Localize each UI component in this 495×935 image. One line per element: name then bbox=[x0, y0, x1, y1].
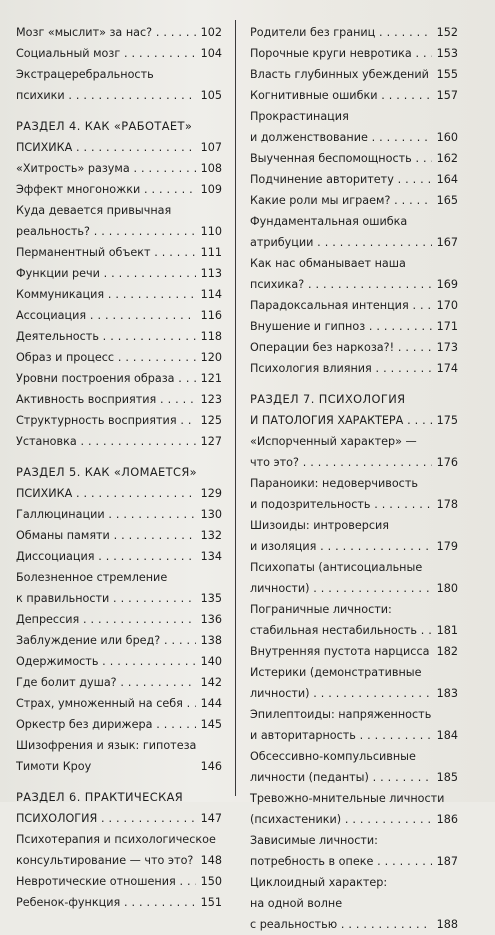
toc-entry-line: Болезненное стремление bbox=[16, 571, 168, 584]
toc-entry-page: 180 bbox=[436, 582, 458, 595]
toc-entry-page: 170 bbox=[436, 299, 458, 312]
toc-entry-page: 146 bbox=[200, 760, 222, 773]
toc-entry[interactable] bbox=[16, 630, 222, 651]
toc-entry-page: 134 bbox=[200, 550, 222, 563]
toc-entry[interactable] bbox=[250, 232, 458, 253]
toc-entry[interactable] bbox=[250, 190, 458, 211]
toc-entry-title: Установка . . . bbox=[16, 431, 196, 452]
toc-entry-line: Пограничные личности: bbox=[250, 603, 392, 616]
toc-entry-page: 130 bbox=[200, 508, 222, 521]
toc-entry-title: Обманы памяти . . . bbox=[16, 525, 196, 546]
toc-entry-page: 113 bbox=[200, 267, 222, 280]
toc-entry-title: Страх, умноженный на себя . . . bbox=[16, 693, 196, 714]
toc-entry[interactable] bbox=[16, 137, 222, 158]
section-gap bbox=[250, 379, 458, 389]
section-heading: РАЗДЕЛ 5. КАК «ЛОМАЕТСЯ» bbox=[16, 465, 198, 479]
toc-entry-line: Тревожно-мнительные личности bbox=[250, 792, 445, 805]
toc-entry-page: 104 bbox=[200, 47, 222, 60]
toc-entry-page: 174 bbox=[436, 362, 458, 375]
toc-entry[interactable] bbox=[16, 410, 222, 431]
toc-entry[interactable] bbox=[250, 316, 458, 337]
toc-entry-line: Циклоидный характер: bbox=[250, 876, 388, 889]
toc-entry-page: 148 bbox=[200, 854, 222, 867]
toc-entry-title: Родители без границ . . . bbox=[250, 22, 432, 43]
toc-entry-page: 183 bbox=[436, 687, 458, 700]
toc-entry[interactable] bbox=[250, 169, 458, 190]
toc-entry-title: Одержимость . . . bbox=[16, 651, 196, 672]
toc-entry-title: что это? . . . bbox=[250, 452, 432, 473]
toc-entry[interactable] bbox=[16, 242, 222, 263]
toc-entry-page: 116 bbox=[200, 309, 222, 322]
toc-entry-line: Шизоиды: интроверсия bbox=[250, 519, 389, 532]
toc-entry-page: 129 bbox=[200, 487, 222, 500]
toc-entry-page: 152 bbox=[436, 26, 458, 39]
toc-entry-line: Психопаты (антисоциальные bbox=[250, 561, 423, 574]
column-divider bbox=[235, 20, 236, 796]
toc-entry-page: 120 bbox=[200, 351, 222, 364]
toc-entry-page: 171 bbox=[436, 320, 458, 333]
toc-entry-page: 123 bbox=[200, 393, 222, 406]
toc-entry-page: 114 bbox=[200, 288, 222, 301]
toc-entry[interactable] bbox=[250, 851, 458, 872]
toc-entry[interactable] bbox=[16, 43, 222, 64]
toc-entry-page: 162 bbox=[436, 152, 458, 165]
toc-entry-page: 167 bbox=[436, 236, 458, 249]
section-heading: РАЗДЕЛ 7. ПСИХОЛОГИЯ bbox=[250, 392, 406, 406]
toc-entry-page: 147 bbox=[200, 812, 222, 825]
toc-entry-title: консультирование — что это? . . . bbox=[16, 850, 196, 871]
toc-entry-title: Подчинение авторитету . . . bbox=[250, 169, 432, 190]
toc-entry-page: 184 bbox=[436, 729, 458, 742]
toc-entry[interactable] bbox=[250, 536, 458, 557]
toc-entry-page: 107 bbox=[200, 141, 222, 154]
toc-entry-title: к правильности . . . bbox=[16, 588, 196, 609]
section-heading: РАЗДЕЛ 6. ПРАКТИЧЕСКАЯ bbox=[16, 790, 184, 804]
toc-entry-title: Диссоциация . . . bbox=[16, 546, 196, 567]
toc-entry[interactable] bbox=[16, 871, 222, 892]
toc-entry[interactable] bbox=[16, 693, 222, 714]
toc-entry-page: 185 bbox=[436, 771, 458, 784]
toc-entry[interactable] bbox=[250, 578, 458, 599]
toc-entry-page: 105 bbox=[200, 89, 222, 102]
toc-entry[interactable] bbox=[16, 389, 222, 410]
toc-entry-title: с реальностью . . . bbox=[250, 914, 432, 935]
toc-entry-page: 111 bbox=[200, 246, 222, 259]
toc-entry-page: 150 bbox=[200, 875, 222, 888]
toc-entry-title: «Хитрость» разума . . . bbox=[16, 158, 196, 179]
toc-entry-title: Где болит душа? . . . bbox=[16, 672, 196, 693]
toc-entry-title: ПСИХИКА . . . bbox=[16, 137, 196, 158]
toc-entry[interactable] bbox=[250, 64, 458, 85]
toc-entry-title: и изоляция . . . bbox=[250, 536, 432, 557]
toc-column-left bbox=[16, 22, 222, 913]
toc-entry[interactable] bbox=[250, 641, 458, 662]
toc-entry-page: 155 bbox=[436, 68, 458, 81]
toc-entry[interactable] bbox=[250, 127, 458, 148]
toc-entry-page: 178 bbox=[436, 498, 458, 511]
toc-entry-line: Куда девается привычная bbox=[16, 204, 172, 217]
toc-entry-page: 109 bbox=[200, 183, 222, 196]
toc-entry[interactable] bbox=[16, 483, 222, 504]
toc-entry-title: ПСИХИКА . . . bbox=[16, 483, 196, 504]
toc-entry[interactable] bbox=[16, 179, 222, 200]
toc-entry-page: 127 bbox=[200, 435, 222, 448]
toc-entry-title: психика? . . . bbox=[250, 274, 432, 295]
toc-entry[interactable] bbox=[250, 494, 458, 515]
toc-entry-page: 151 bbox=[200, 896, 222, 909]
toc-entry[interactable] bbox=[250, 809, 458, 830]
toc-entry-page: 140 bbox=[200, 655, 222, 668]
toc-entry-title: Психология влияния . . . bbox=[250, 358, 432, 379]
toc-entry-title: Эффект многоножки . . . bbox=[16, 179, 196, 200]
toc-entry[interactable] bbox=[16, 525, 222, 546]
toc-entry-line: Как нас обманывает наша bbox=[250, 257, 406, 270]
toc-entry-line: Прокрастинация bbox=[250, 110, 349, 123]
toc-column-right bbox=[250, 22, 458, 935]
toc-entry-title: потребность в опеке . . . bbox=[250, 851, 432, 872]
toc-entry-title: Галлюцинации . . . bbox=[16, 504, 196, 525]
toc-entry[interactable] bbox=[16, 892, 222, 913]
toc-entry-page: 165 bbox=[436, 194, 458, 207]
toc-entry[interactable] bbox=[250, 358, 458, 379]
section-gap bbox=[16, 777, 222, 787]
toc-entry-page: 169 bbox=[436, 278, 458, 291]
toc-entry-page: 153 bbox=[436, 47, 458, 60]
toc-entry[interactable] bbox=[16, 158, 222, 179]
toc-entry-title: стабильная нестабильность . . . bbox=[250, 620, 432, 641]
toc-entry-line: Экстрацеребральность bbox=[16, 68, 154, 81]
toc-entry-title: личности) . . . bbox=[250, 683, 432, 704]
toc-entry-page: 160 bbox=[436, 131, 458, 144]
toc-entry-title: и подозрительность . . . bbox=[250, 494, 432, 515]
toc-entry-title: Тимоти Кроу bbox=[16, 760, 92, 773]
toc-entry-title: Перманентный объект . . . bbox=[16, 242, 196, 263]
toc-entry-page: 118 bbox=[200, 330, 222, 343]
toc-entry-page: 121 bbox=[200, 372, 222, 385]
toc-entry[interactable] bbox=[250, 725, 458, 746]
toc-entry-title: атрибуции . . . bbox=[250, 232, 432, 253]
toc-entry-page: 164 bbox=[436, 173, 458, 186]
toc-entry-title: Функции речи . . . bbox=[16, 263, 196, 284]
toc-entry-page: 102 bbox=[200, 26, 222, 39]
toc-entry[interactable] bbox=[16, 672, 222, 693]
toc-entry-title: и авторитарность . . . bbox=[250, 725, 432, 746]
toc-entry-line: Фундаментальная ошибка bbox=[250, 215, 408, 228]
toc-entry-title: Внутренняя пустота нарцисса . . . bbox=[250, 641, 432, 662]
toc-entry[interactable] bbox=[16, 305, 222, 326]
toc-entry-title: личности) . . . bbox=[250, 578, 432, 599]
toc-entry-title: Деятельность . . . bbox=[16, 326, 196, 347]
toc-entry[interactable] bbox=[250, 767, 458, 788]
toc-entry[interactable] bbox=[16, 22, 222, 43]
toc-entry-title: Какие роли мы играем? . . . bbox=[250, 190, 432, 211]
toc-entry[interactable] bbox=[250, 85, 458, 106]
toc-entry-page: 187 bbox=[436, 855, 458, 868]
section-heading: РАЗДЕЛ 4. КАК «РАБОТАЕТ» bbox=[16, 119, 193, 133]
toc-entry[interactable] bbox=[250, 43, 458, 64]
toc-entry-page: 179 bbox=[436, 540, 458, 553]
toc-entry-title: Порочные круги невротика . . . bbox=[250, 43, 432, 64]
toc-entry-page: 176 bbox=[436, 456, 458, 469]
toc-entry-page: 173 bbox=[436, 341, 458, 354]
toc-entry-page: 108 bbox=[200, 162, 222, 175]
toc-entry[interactable] bbox=[16, 263, 222, 284]
toc-entry-title: Социальный мозг . . . bbox=[16, 43, 196, 64]
toc-entry-page: 142 bbox=[200, 676, 222, 689]
toc-entry-title: Выученная беспомощность . . . bbox=[250, 148, 432, 169]
toc-entry[interactable] bbox=[16, 347, 222, 368]
toc-entry-page: 135 bbox=[200, 592, 222, 605]
toc-entry[interactable] bbox=[16, 284, 222, 305]
toc-entry-page: 138 bbox=[200, 634, 222, 647]
toc-entry[interactable] bbox=[250, 410, 458, 431]
toc-entry[interactable] bbox=[250, 295, 458, 316]
toc-entry-page: 132 bbox=[200, 529, 222, 542]
toc-entry[interactable] bbox=[16, 326, 222, 347]
toc-entry-title: (психастеники) . . . bbox=[250, 809, 432, 830]
toc-entry[interactable] bbox=[16, 850, 222, 871]
toc-entry[interactable] bbox=[250, 683, 458, 704]
toc-entry-line: Шизофрения и язык: гипотеза bbox=[16, 739, 197, 752]
toc-entry-line: «Испорченный характер» — bbox=[250, 435, 417, 448]
toc-entry[interactable] bbox=[250, 148, 458, 169]
toc-entry[interactable] bbox=[16, 504, 222, 525]
toc-entry[interactable] bbox=[16, 431, 222, 452]
toc-entry-page: 157 bbox=[436, 89, 458, 102]
toc-entry[interactable] bbox=[16, 609, 222, 630]
toc-entry-title: Власть глубинных убеждений . . . bbox=[250, 64, 432, 85]
toc-entry-page: 145 bbox=[200, 718, 222, 731]
toc-entry-line: Психотерапия и психологическое bbox=[16, 833, 216, 846]
toc-entry-line: Параноики: недоверчивость bbox=[250, 477, 418, 490]
toc-entry-page: 175 bbox=[436, 414, 458, 427]
toc-entry-title: реальность? . . . bbox=[16, 221, 196, 242]
toc-entry[interactable] bbox=[250, 337, 458, 358]
toc-entry-page: 188 bbox=[436, 918, 458, 931]
toc-entry-title: Образ и процесс . . . bbox=[16, 347, 196, 368]
toc-entry-title: Мозг «мыслит» за нас? . . . bbox=[16, 22, 196, 43]
toc-entry[interactable] bbox=[16, 85, 222, 106]
toc-entry-title: Операции без наркоза?! . . . bbox=[250, 337, 432, 358]
toc-entry[interactable] bbox=[250, 452, 458, 473]
section-gap bbox=[16, 452, 222, 462]
toc-entry-title: Оркестр без дирижера . . . bbox=[16, 714, 196, 735]
toc-entry-page: 186 bbox=[436, 813, 458, 826]
section-gap bbox=[16, 106, 222, 116]
toc-entry-title: И ПАТОЛОГИЯ ХАРАКТЕРА . . . bbox=[250, 410, 432, 431]
toc-entry-title: Уровни построения образа . . . bbox=[16, 368, 196, 389]
toc-entry[interactable] bbox=[16, 546, 222, 567]
toc-entry[interactable] bbox=[16, 714, 222, 735]
toc-entry-line: Эпилептоиды: напряженность bbox=[250, 708, 432, 721]
toc-entry[interactable] bbox=[16, 221, 222, 242]
toc-entry-title: Коммуникация . . . bbox=[16, 284, 196, 305]
toc-entry-title: Ассоциация . . . bbox=[16, 305, 196, 326]
toc-entry-title: Невротические отношения . . . bbox=[16, 871, 196, 892]
toc-entry[interactable] bbox=[250, 22, 458, 43]
toc-entry-title: Депрессия . . . bbox=[16, 609, 196, 630]
toc-entry-title: Структурность восприятия . . . bbox=[16, 410, 196, 431]
toc-entry-title: ПСИХОЛОГИЯ . . . bbox=[16, 808, 196, 829]
toc-entry-line: Обсессивно-компульсивные bbox=[250, 750, 416, 763]
toc-entry[interactable] bbox=[16, 808, 222, 829]
toc-entry-title: Внушение и гипноз . . . bbox=[250, 316, 432, 337]
toc-entry-page: 182 bbox=[436, 645, 458, 658]
toc-entry-line: Зависимые личности: bbox=[250, 834, 378, 847]
toc-entry-page: 181 bbox=[436, 624, 458, 637]
toc-entry-title: Заблуждение или бред? . . . bbox=[16, 630, 196, 651]
toc-entry[interactable] bbox=[250, 914, 458, 935]
toc-entry[interactable] bbox=[16, 651, 222, 672]
toc-entry[interactable] bbox=[250, 274, 458, 295]
toc-entry-line: Истерики (демонстративные bbox=[250, 666, 422, 679]
toc-entry[interactable] bbox=[16, 756, 222, 777]
toc-entry-line: на одной волне bbox=[250, 897, 343, 910]
toc-entry[interactable] bbox=[16, 588, 222, 609]
toc-entry-title: Парадоксальная интенция . . . bbox=[250, 295, 432, 316]
toc-entry-page: 125 bbox=[200, 414, 222, 427]
toc-entry-title: Когнитивные ошибки . . . bbox=[250, 85, 432, 106]
toc-entry-page: 144 bbox=[200, 697, 222, 710]
toc-entry-title: Ребенок-функция . . . bbox=[16, 892, 196, 913]
toc-entry[interactable] bbox=[250, 620, 458, 641]
toc-entry-title: и долженствование . . . bbox=[250, 127, 432, 148]
toc-entry-title: Активность восприятия . . . bbox=[16, 389, 196, 410]
toc-entry-title: психики . . . bbox=[16, 85, 196, 106]
toc-entry-page: 136 bbox=[200, 613, 222, 626]
toc-entry-title: личности (педанты) . . . bbox=[250, 767, 432, 788]
toc-entry-page: 110 bbox=[200, 225, 222, 238]
toc-entry[interactable] bbox=[16, 368, 222, 389]
